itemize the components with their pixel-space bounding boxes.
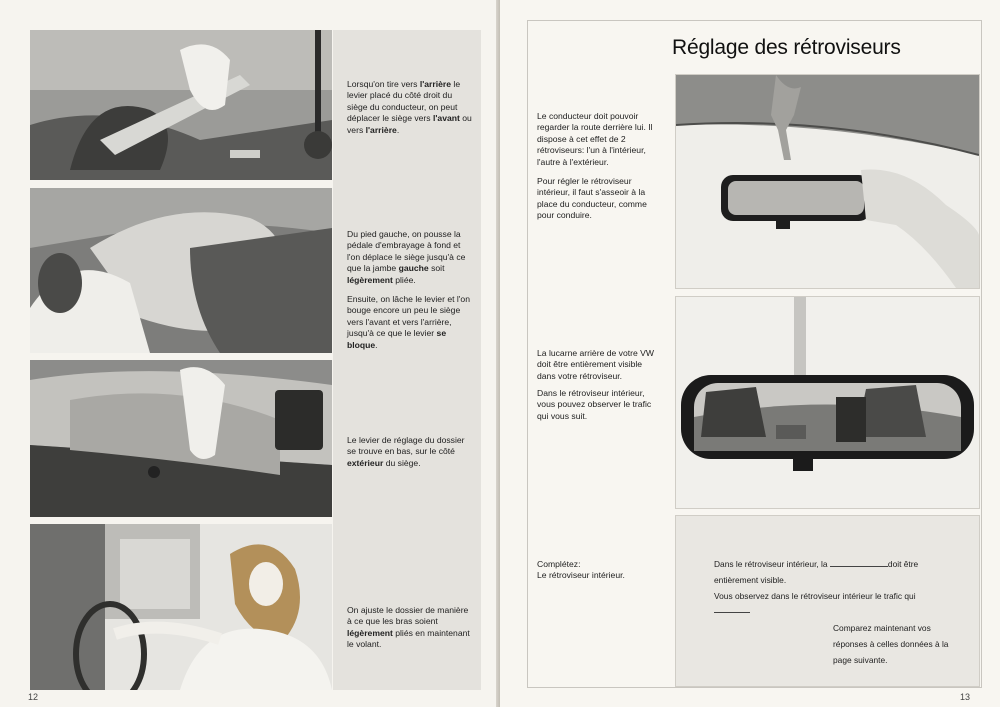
exercise-line-3: Vous observez dans le rétroviseur intérieur le trafic qui	[714, 591, 916, 601]
seat-lever-illustration	[30, 30, 332, 180]
text-complete-label: Complétez:	[537, 559, 581, 569]
answer-blank-2[interactable]	[714, 604, 750, 613]
text-adjust-position: Pour régler le rétroviseur intérieur, il faut s'asseoir à la place du conducteur, comme pour conduire.	[537, 176, 647, 221]
caption-lever-lock: Ensuite, on lâche le levier et l'on bouge encore un peu le siège vers l'avant et vers l'arrière, jusqu'à ce que le levier se bloque.	[347, 294, 470, 350]
exercise-panel	[675, 515, 980, 687]
photo-mirror-view	[675, 296, 980, 509]
exercise-line-2: entièrement visible.	[714, 575, 787, 585]
photo-mirror-adjust	[675, 74, 980, 289]
photo-backrest-lever	[30, 360, 332, 517]
text-driver-view: Le conducteur doit pouvoir regarder la route derrière lui. Il dispose à cet effet de 2 rétroviseurs: l'un à l'intérieur, l'autre à l'extérieur.	[537, 111, 653, 167]
caption-backrest-lever: Le levier de réglage du dossier se trouve en bas, sur le côté extérieur du siège.	[347, 435, 465, 468]
caption-clutch-pedal: Du pied gauche, on pousse la pédale d'embrayage à fond et l'on déplace le siège jusqu'à ce que la jambe gauche soit légèrement pliée.	[347, 229, 466, 285]
caption-seat-lever: Lorsqu'on tire vers l'arrière le levier placé du côté droit du siège du conducteur, on peut déplacer le siège vers l'avant ou vers l'arrière.	[347, 79, 472, 135]
text-rear-window: La lucarne arrière de votre VW doit être entièrement visible dans votre rétroviseur.	[537, 348, 655, 381]
text-observe-traffic: Dans le rétroviseur intérieur, vous pouvez observer le trafic qui vous suit.	[537, 388, 652, 421]
mirror-hand-illustration	[676, 75, 979, 288]
backrest-lever-illustration	[30, 360, 332, 517]
page-number-left: 12	[28, 692, 39, 702]
photo-driver-position	[30, 524, 332, 690]
exercise-line-1: Dans le rétroviseur intérieur, la doit être	[714, 559, 919, 569]
exercise-note: Comparez maintenant vos réponses à celles données à la page suivante.	[833, 623, 949, 665]
page-number-right: 13	[960, 692, 971, 702]
leg-pedal-illustration	[30, 188, 332, 353]
answer-blank-1[interactable]	[830, 558, 888, 567]
page-title: Réglage des rétroviseurs	[672, 36, 901, 59]
mirror-view-illustration	[676, 297, 979, 508]
caption-backrest-adjust: On ajuste le dossier de manière à ce que les bras soient légèrement pliés en maintenant le volant.	[347, 605, 470, 650]
driver-illustration	[30, 524, 332, 690]
photo-leg-pedal	[30, 188, 332, 353]
photo-seat-lever	[30, 30, 332, 180]
text-complete-subject: Le rétroviseur intérieur.	[537, 570, 625, 580]
